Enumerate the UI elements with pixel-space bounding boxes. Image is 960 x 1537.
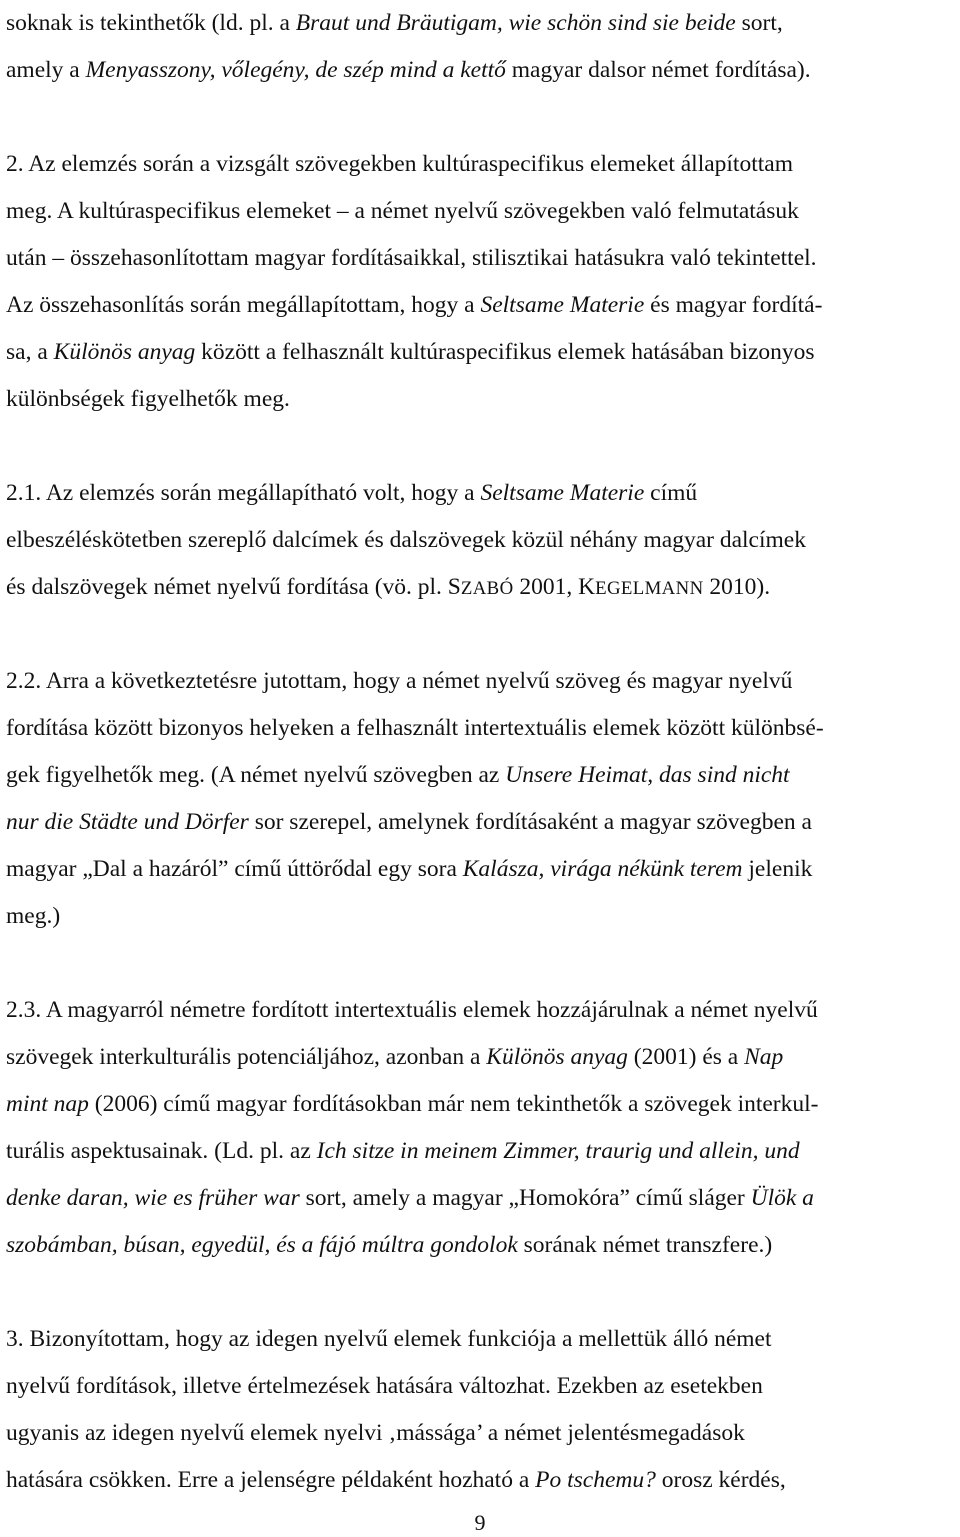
text-line: 3. Bizonyítottam, hogy az idegen nyelvű elemek funkciója a mellettük álló német <box>6 1326 772 1352</box>
text-run: sorának német transzfere.) <box>517 1232 773 1258</box>
quote-hungarian: szobámban, búsan, egyedül, és a fájó múltra gondolok <box>6 1232 518 1258</box>
text-line: meg. A kultúraspecifikus elemeket – a német nyelvű szövegekben való felmutatásuk <box>6 198 799 224</box>
quote-german: Ich sitze in meinem Zimmer, traurig und allein, und <box>316 1138 800 1164</box>
text-line: meg.) <box>6 903 61 929</box>
text-run: Az összehasonlítás során megállapítottam, hogy a <box>6 292 481 318</box>
text-run: magyar „Dal a hazáról” című úttörődal egy sora <box>6 856 463 882</box>
text-line <box>6 752 956 799</box>
text-line <box>6 1128 956 1175</box>
section-2-1-paragraph <box>6 470 956 611</box>
book-title: Különös anyag <box>53 339 196 365</box>
text-run: hatására csökken. Erre a jelenségre példaként hozható a <box>6 1467 536 1493</box>
text-line: 2. Az elemzés során a vizsgált szövegekben kultúraspecifikus elemeket állapítottam <box>6 151 793 177</box>
text-run: sa, a <box>6 339 54 365</box>
text-line <box>6 1175 956 1222</box>
text-run: soknak is tekinthetők (ld. pl. a <box>6 10 296 36</box>
text-run: (2001) és a <box>627 1044 745 1070</box>
quote-hungarian: Menyasszony, vőlegény, de szép mind a kettő <box>85 57 506 83</box>
section-2-paragraph <box>6 141 956 423</box>
text-run: amely a <box>6 57 86 83</box>
text-run: sor szerepel, amelynek fordításaként a magyar szövegben a <box>248 809 812 835</box>
document-page <box>6 0 956 1537</box>
author-smallcaps: ZABÓ <box>460 578 514 599</box>
text-run: magyar dalsor német fordítása). <box>505 57 811 83</box>
quote-hungarian: Kalásza, virága nékünk terem <box>462 856 743 882</box>
text-line <box>6 1081 956 1128</box>
text-line <box>6 47 956 94</box>
text-line <box>6 282 956 329</box>
text-run: 2010). <box>703 574 771 600</box>
text-line: 2.2. Arra a következtetésre jutottam, hogy a német nyelvű szöveg és magyar nyelvű <box>6 668 793 694</box>
text-run: orosz kérdés, <box>655 1467 786 1493</box>
text-line: fordítása között bizonyos helyeken a felhasznált intertextuális elemek között különbsé- <box>6 715 824 741</box>
text-run: és dalszövegek német nyelvű fordítása (vö. pl. S <box>6 574 461 600</box>
text-run: gek figyelhetők meg. (A német nyelvű szövegben az <box>6 762 506 788</box>
text-run: 2001, K <box>513 574 596 600</box>
quote-german: Unsere Heimat, das sind nicht <box>505 762 790 788</box>
text-run: jelenik <box>742 856 813 882</box>
text-line <box>6 1457 956 1504</box>
text-line: nyelvű fordítások, illetve értelmezések hatására változhat. Ezekben az esetekben <box>6 1373 763 1399</box>
book-title: Nap <box>744 1044 784 1070</box>
text-run: (2006) című magyar fordításokban már nem tekinthetők a szövegek interkul- <box>88 1091 819 1117</box>
text-line <box>6 1034 956 1081</box>
text-run: között a felhasznált kultúraspecifikus elemek hatásában bizonyos <box>195 339 815 365</box>
quote-german: Braut und Bräutigam, wie schön sind sie beide <box>295 10 736 36</box>
paragraph-gap <box>6 940 956 987</box>
section-3-paragraph <box>6 1316 956 1504</box>
text-line <box>6 470 956 517</box>
text-run: 2.1. Az elemzés során megállapítható volt, hogy a <box>6 480 481 506</box>
text-run: szövegek interkulturális potenciáljához, azonban a <box>6 1044 487 1070</box>
text-line <box>6 846 956 893</box>
text-run: című <box>644 480 698 506</box>
page-number: 9 <box>474 1510 486 1535</box>
quote-german: denke daran, wie es früher war <box>6 1185 300 1211</box>
text-line: ugyanis az idegen nyelvű elemek nyelvi ‚mássága’ a német jelentésmegadások <box>6 1420 745 1446</box>
quote-german: nur die Städte und Dörfer <box>6 809 249 835</box>
book-title: Különös anyag <box>486 1044 628 1070</box>
text-line: 2.3. A magyarról németre fordított intertextuális elemek hozzájárulnak a német nyelvű <box>6 997 818 1023</box>
paragraph-gap <box>6 1269 956 1316</box>
text-line <box>6 1222 956 1269</box>
text-run: sort, <box>735 10 783 36</box>
text-line: után – összehasonlítottam magyar fordításaikkal, stilisztikai hatásukra való tekintettel. <box>6 245 817 271</box>
section-2-2-paragraph <box>6 658 956 940</box>
quote-russian: Po tschemu? <box>535 1467 656 1493</box>
section-2-3-paragraph <box>6 987 956 1269</box>
paragraph-gap <box>6 94 956 141</box>
book-title: Seltsame Materie <box>480 480 645 506</box>
text-run: és magyar fordítá- <box>644 292 823 318</box>
book-title: Seltsame Materie <box>480 292 645 318</box>
text-line <box>6 329 956 376</box>
intro-paragraph <box>6 0 956 94</box>
quote-hungarian: Ülök a <box>750 1185 814 1211</box>
text-run: turális aspektusainak. (Ld. pl. az <box>6 1138 317 1164</box>
paragraph-gap <box>6 423 956 470</box>
text-line <box>6 564 956 611</box>
text-line <box>6 0 956 47</box>
book-title: mint nap <box>6 1091 89 1117</box>
paragraph-gap <box>6 611 956 658</box>
text-line <box>6 799 956 846</box>
text-line: elbeszéléskötetben szereplő dalcímek és dalszövegek közül néhány magyar dalcímek <box>6 527 806 553</box>
text-line: különbségek figyelhetők meg. <box>6 386 290 412</box>
text-run: sort, amely a magyar „Homokóra” című sláger <box>299 1185 751 1211</box>
author-smallcaps: EGELMANN <box>595 578 704 599</box>
